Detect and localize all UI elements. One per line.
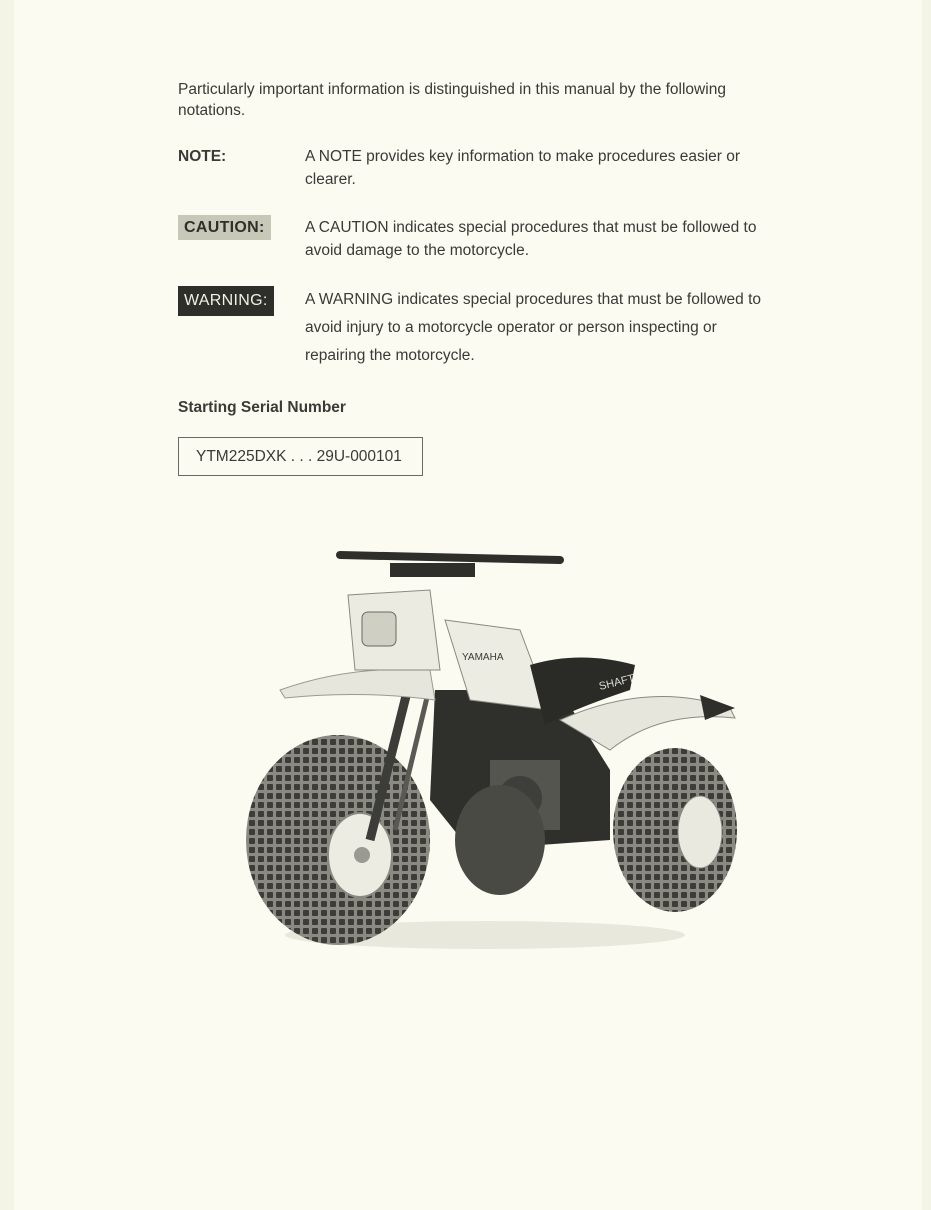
tank-logo: YAMAHA bbox=[462, 652, 504, 663]
seat-shaft-text: SHAFT bbox=[597, 672, 636, 693]
three-wheeler-atv-photo bbox=[230, 540, 750, 955]
note-label: NOTE: bbox=[178, 148, 227, 165]
warning-text: A WARNING indicates special procedures that must be followed to avoid injury to a motorcycle operator or person inspecting or repairing the motorcycle. bbox=[305, 291, 762, 364]
note-text: A NOTE provides key information to make procedures easier or clearer. bbox=[305, 148, 741, 188]
serial-number-box: YTM225DXK . . . 29U-000101 bbox=[178, 437, 423, 476]
caution-label: CAUTION: bbox=[178, 215, 271, 240]
warning-label: WARNING: bbox=[178, 286, 274, 316]
intro-paragraph: Particularly important information is distinguished in this manual by the following notations. bbox=[178, 81, 726, 119]
caution-text: A CAUTION indicates special procedures that must be followed to avoid damage to the motorcycle. bbox=[305, 219, 757, 259]
serial-heading: Starting Serial Number bbox=[178, 399, 346, 416]
